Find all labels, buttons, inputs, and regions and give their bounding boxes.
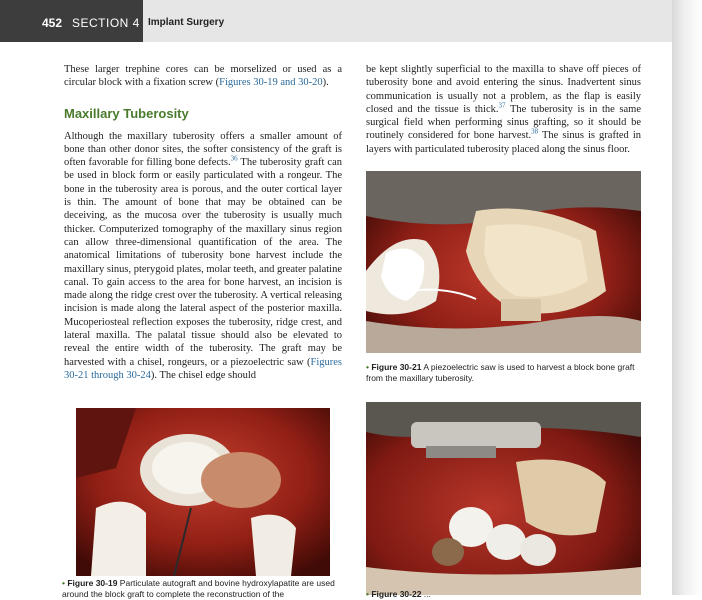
- intro-end: ).: [322, 77, 329, 89]
- body-paragraph: [64, 130, 342, 383]
- caption-bullet: •: [366, 362, 369, 372]
- caption-bullet: •: [366, 589, 369, 599]
- citation-superscript[interactable]: 36: [230, 154, 238, 163]
- body-text: Although the maxillary tuberosity offers a smaller amount of bone than other donor sites, the softer consistency of the graft is often favorable for filling bone defects.: [64, 130, 342, 169]
- intro-text: These larger trephine cores can be morselized or used as a circular block with a fixation screw (: [64, 64, 342, 89]
- figure-label: Figure 30-21: [371, 362, 422, 372]
- body-text: be kept slightly superficial to the maxilla to shave off pieces of tuberosity bone and avoid entering the sinus. Inadvertent sinus communication is usually not a problem, as the flap is easily closed and the tissue is thick.: [366, 64, 641, 115]
- page-shadow: [672, 0, 702, 595]
- figure-30-22-photo: [366, 402, 641, 595]
- body-text: The tuberosity graft can be used in block form or easily particulated with a rongeur. The bone in the tuberosity area is porous, and the outer cortical layer is thin. The amount of bone that may be obtained can be deceiving, as the mucosa over the tuberosity is usually much thicker. Computerized tomography of the maxillary sinus region can allow three-dimensional quantification of the area. The anatomical limitations of tuberosity bone harvest include the maxillary sinus, pterygoid plates, molar teeth, and greater palatine canal. To gain access to the area for bone harvest, an incision is made along the ridge crest over the tuberosity. A vertical releasing incision is made along the lateral aspect of the posterior maxilla. Mucoperiosteal reflection exposes the tuberosity, ridge crest, and lateral maxilla. The palatal tissue should also be elevated to reveal the entire width of the tuberosity. The graft may be harvested with a chisel, rongeurs, or a piezoelectric saw (: [64, 157, 342, 368]
- running-header: [0, 0, 672, 42]
- figure-label: Figure 30-22: [371, 589, 422, 599]
- right-column: [366, 63, 641, 156]
- caption-text: A piezoelectric saw is used to harvest a block bone graft from the maxillary tuberosity.: [366, 362, 635, 383]
- chapter-title: Implant Surgery: [148, 17, 225, 28]
- figure-reference-link[interactable]: Figures 30-21 through 30-24: [64, 356, 342, 381]
- caption-text: Particulate autograft and bovine hydroxylapatite are used around the block graft to complete the reconstruction of the: [62, 578, 335, 599]
- body-text: The tuberosity is in the same surgical field when performing sinus grafting, so it should be routinely considered for bone harvest.: [366, 103, 642, 142]
- body-paragraph: [366, 63, 641, 156]
- figure-reference-link[interactable]: Figures 30-19 and 30-20: [219, 77, 323, 89]
- figure-30-19-caption: [62, 578, 342, 600]
- figure-label: Figure 30-19: [67, 578, 118, 588]
- section-label: SECTION 4: [72, 16, 140, 30]
- body-text: ). The chisel edge should: [150, 369, 256, 381]
- figure-30-19-photo: [76, 408, 330, 576]
- caption-text: ...: [421, 589, 431, 599]
- section-heading: Maxillary Tuberosity: [64, 105, 189, 121]
- intro-paragraph: [64, 63, 342, 90]
- figure-30-21-caption: [366, 362, 641, 384]
- page-number: 452: [42, 16, 63, 30]
- left-column: [64, 63, 342, 382]
- citation-superscript[interactable]: 37: [498, 101, 506, 110]
- body-text: The sinus is grafted in layers with particulated tuberosity placed along the sinus floor.: [366, 130, 641, 155]
- citation-superscript[interactable]: 38: [531, 127, 539, 136]
- figure-30-21-photo: [366, 171, 641, 353]
- caption-bullet: •: [62, 578, 65, 588]
